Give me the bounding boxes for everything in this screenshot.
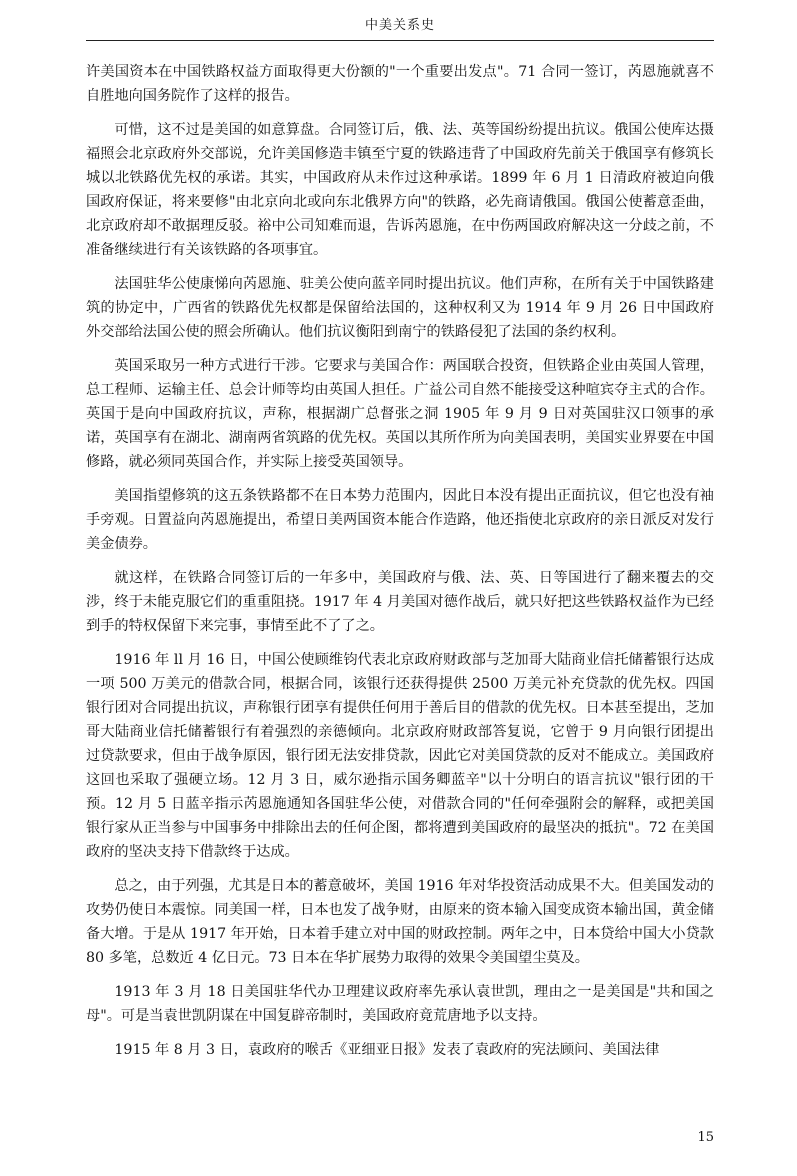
paragraph: 总之，由于列强，尤其是日本的蓄意破坏，美国 1916 年对华投资活动成果不大。但美国发动的攻势仍使日本震惊。同美国一样，日本也发了战争财，由原来的资本输入国变成资本输出国，黄金储备大增。于是从 1917 年开始，日本着手建立对中国的财政控制。两年之中，日本贷给中国大小贷款 80 多笔，总数近 4 亿日元。73 日本在华扩展势力取得的效果令美国望尘莫及。: [86, 878, 714, 966]
paragraph: 法国驻华公使康悌向芮恩施、驻美公使向蓝辛同时提出抗议。他们声称，在所有关于中国铁路建筑的协定中，广西省的铁路优先权都是保留给法国的，这种权利又为 1914 年 9 月 26 日中国政府外交部给法国公使的照会所确认。他们抗议衡阳到南宁的铁路侵犯了法国的条约权利。: [86, 276, 714, 340]
page-body: [86, 60, 714, 1072]
paragraph: 可惜，这不过是美国的如意算盘。合同签订后，俄、法、英等国纷纷提出抗议。俄国公使库达摄福照会北京政府外交部说，允许美国修造丰镇至宁夏的铁路违背了中国政府先前关于俄国享有修筑长城以北铁路优先权的承诺。其实，中国政府从未作过这种承诺。1899 年 6 月 1 日清政府被迫向俄国政府保证，将来要修"由北京向北或向东北俄界方向"的铁路，必先商请俄国。俄国公使蓄意歪曲，北京政府却不敢据理反驳。裕中公司知难而退，告诉芮恩施，在中伤两国政府解决这一分歧之前，不准备继续进行有关该铁路的各项事宜。: [86, 122, 714, 258]
header-title: 中美关系史: [364, 18, 435, 33]
running-header: [86, 14, 714, 41]
paragraph: 许美国资本在中国铁路权益方面取得更大份额的"一个重要出发点"。71 合同一签订，芮恩施就喜不自胜地向国务院作了这样的报告。: [86, 64, 714, 104]
paragraph: 1913 年 3 月 18 日美国驻华代办卫理建议政府率先承认袁世凯，理由之一是美国是"共和国之母"。可是当袁世凯阴谋在中国复辟帝制时，美国政府竟荒唐地予以支持。: [86, 984, 714, 1024]
paragraph: 就这样，在铁路合同签订后的一年多中，美国政府与俄、法、英、日等国进行了翻来覆去的交涉，终于未能克服它们的重重阻挠。1917 年 4 月美国对德作战后，就只好把这些铁路权益作为已经到手的特权保留下来完事，事情至此不了了之。: [86, 570, 714, 634]
page-number: 15: [697, 1130, 714, 1145]
paragraph: 1916 年 ll 月 16 日，中国公使顾维钧代表北京政府财政部与芝加哥大陆商业信托储蓄银行达成一项 500 万美元的借款合同，根据合同，该银行还获得提供 2500 万美元补充贷款的优先权。四国银行团对合同提出抗议，声称银行团享有提供任何用于善后目的借款的优先权。日本甚至提出，芝加哥大陆商业信托储蓄银行有着强烈的亲德倾向。北京政府财政部答复说，它曾于 9 月向银行团提出过贷款要求，但由于战争原因，银行团无法安排贷款，因此它对美国贷款的反对不能成立。美国政府这回也采取了强硬立场。12 月 3 日，威尔逊指示国务卿蓝辛"以十分明白的语言抗议"银行团的干预。12 月 5 日蓝辛指示芮恩施通知各国驻华公使，对借款合同的"任何牵强附会的解释，或把美国银行家从正当参与中国事务中排除出去的任何企图，都将遭到美国政府的最坚决的抵抗"。72 在美国政府的坚决支持下借款终于达成。: [86, 652, 714, 860]
paragraph: 1915 年 8 月 3 日，袁政府的喉舌《亚细亚日报》发表了袁政府的宪法顾问、美国法律: [114, 1042, 660, 1058]
paragraph: 英国采取另一种方式进行干涉。它要求与美国合作：两国联合投资，但铁路企业由英国人管理，总工程师、运输主任、总会计师等均由英国人担任。广益公司自然不能接受这种喧宾夺主式的合作。英国于是向中国政府抗议，声称，根据湖广总督张之洞 1905 年 9 月 9 日对英国驻汉口领事的承诺，英国享有在湖北、湖南两省筑路的优先权。英国以其所作所为向美国表明，美国实业界要在中国修路，就必须同英国合作，并实际上接受英国领导。: [86, 358, 714, 470]
paragraph: 美国指望修筑的这五条铁路都不在日本势力范围内，因此日本没有提出正面抗议，但它也没有袖手旁观。日置益向芮恩施提出，希望日美两国资本能合作造路，他还指使北京政府的亲日派反对发行美金债券。: [86, 488, 714, 552]
